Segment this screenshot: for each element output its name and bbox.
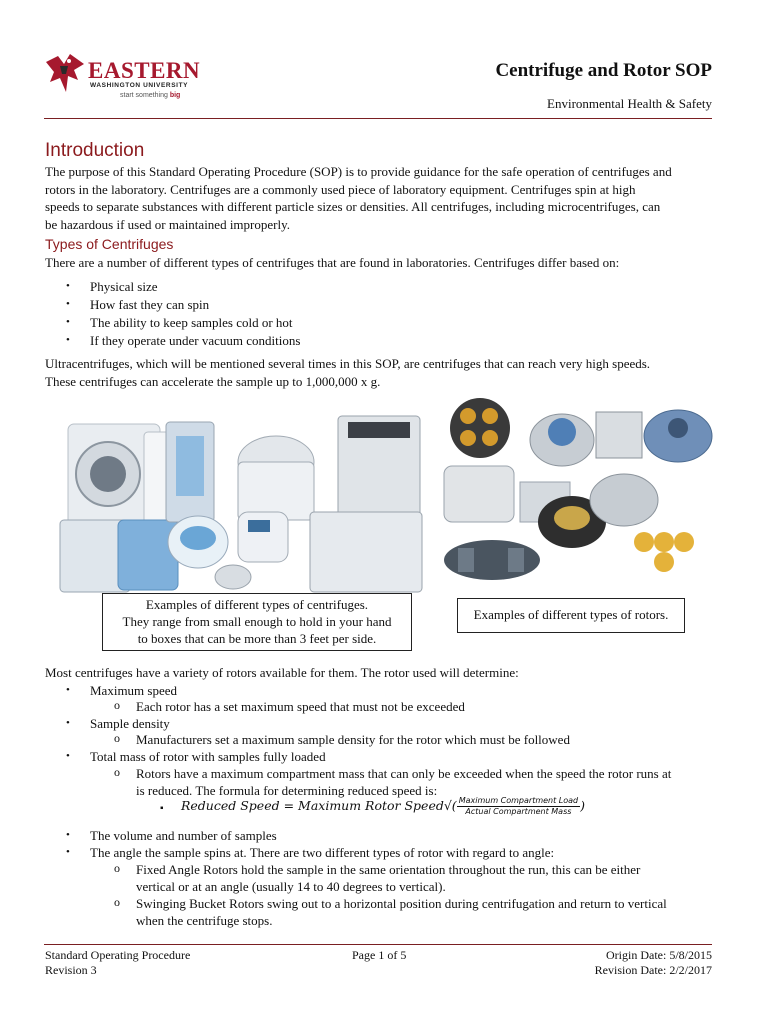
list-item: Manufacturers set a maximum sample density for the rotor which must be followed — [136, 732, 570, 747]
rotors-caption: Examples of different types of rotors. — [457, 598, 685, 633]
rotors-photo — [438, 392, 718, 597]
rotors-lead: Most centrifuges have a variety of rotors available for them. The rotor used will determine: — [45, 665, 519, 680]
list-item: The angle the sample spins at. There are two different types of rotor with regard to angle: — [90, 845, 555, 860]
footer-right: Origin Date: 5/8/2015 Revision Date: 2/2/2017 — [594, 948, 712, 977]
list-item: is reduced. The formula for determining reduced speed is: — [136, 783, 438, 798]
logo-university: WASHINGTON UNIVERSITY — [90, 82, 189, 89]
list-item: Maximum speed — [90, 683, 178, 698]
centrifuges-caption: Examples of different types of centrifuges. They range from small enough to hold in your hand to boxes that can be more than 3 feet per side. — [102, 593, 412, 651]
list-item: Sample density — [90, 716, 170, 731]
list-item: The volume and number of samples — [90, 828, 277, 843]
intro-paragraph: The purpose of this Standard Operating Procedure (SOP) is to provide guidance for the safe operation of centrifuges and rotors in the laboratory. Centrifuges are a commonly used piece of laboratory equipment. Centrifuges spin at high speeds to separate substances with different particle sizes or densities. All centrifuges, including microcentrifuges, can be hazardous if used or maintained improperly. — [45, 164, 672, 232]
list-item: Total mass of rotor with samples fully loaded — [90, 749, 326, 764]
list-item: Fixed Angle Rotors hold the sample in the same orientation throughout the run, this can be either — [136, 862, 641, 877]
logo-tagline: start something big — [120, 92, 181, 99]
list-item: Rotors have a maximum compartment mass that can only be exceeded when the speed the rotor runs at — [136, 766, 672, 781]
university-logo — [44, 50, 204, 106]
list-item: Swinging Bucket Rotors swing out to a horizontal position during centrifugation and return to vertical — [136, 896, 667, 911]
reduced-speed-formula: Reduced Speed = Maximum Rotor Speed√( $\frac{\text{Maximum Compartment Load}}{\text{Actual Compartment Mass}}$ ) — [181, 796, 586, 816]
list-item: when the centrifuge stops. — [136, 913, 273, 928]
types-heading: Types of Centrifuges — [45, 236, 174, 252]
eagle-logo-icon — [44, 52, 86, 96]
list-item: Each rotor has a set maximum speed that must not be exceeded — [136, 699, 465, 714]
document-title: Centrifuge and Rotor SOP — [495, 60, 712, 81]
logo-name: EASTERN — [88, 58, 201, 83]
department-name: Environmental Health & Safety — [547, 96, 712, 111]
types-lead: There are a number of different types of centrifuges that are found in laboratories. Centrifuges differ based on: — [45, 255, 620, 270]
introduction-heading: Introduction — [45, 140, 145, 161]
header-divider — [44, 118, 712, 119]
page-number: Page 1 of 5 — [352, 948, 407, 962]
footer-divider — [44, 944, 712, 945]
centrifuges-photo — [48, 402, 436, 598]
footer-left: Standard Operating Procedure Revision 3 — [45, 948, 191, 977]
list-item: vertical or at an angle (usually 14 to 40 degrees to vertical). — [136, 879, 446, 894]
ultracentrifuge-paragraph: Ultracentrifuges, which will be mentioned several times in this SOP, are centrifuges that can reach very high speeds. These centrifuges can accelerate the sample up to 1,000,000 x g. — [45, 356, 651, 389]
